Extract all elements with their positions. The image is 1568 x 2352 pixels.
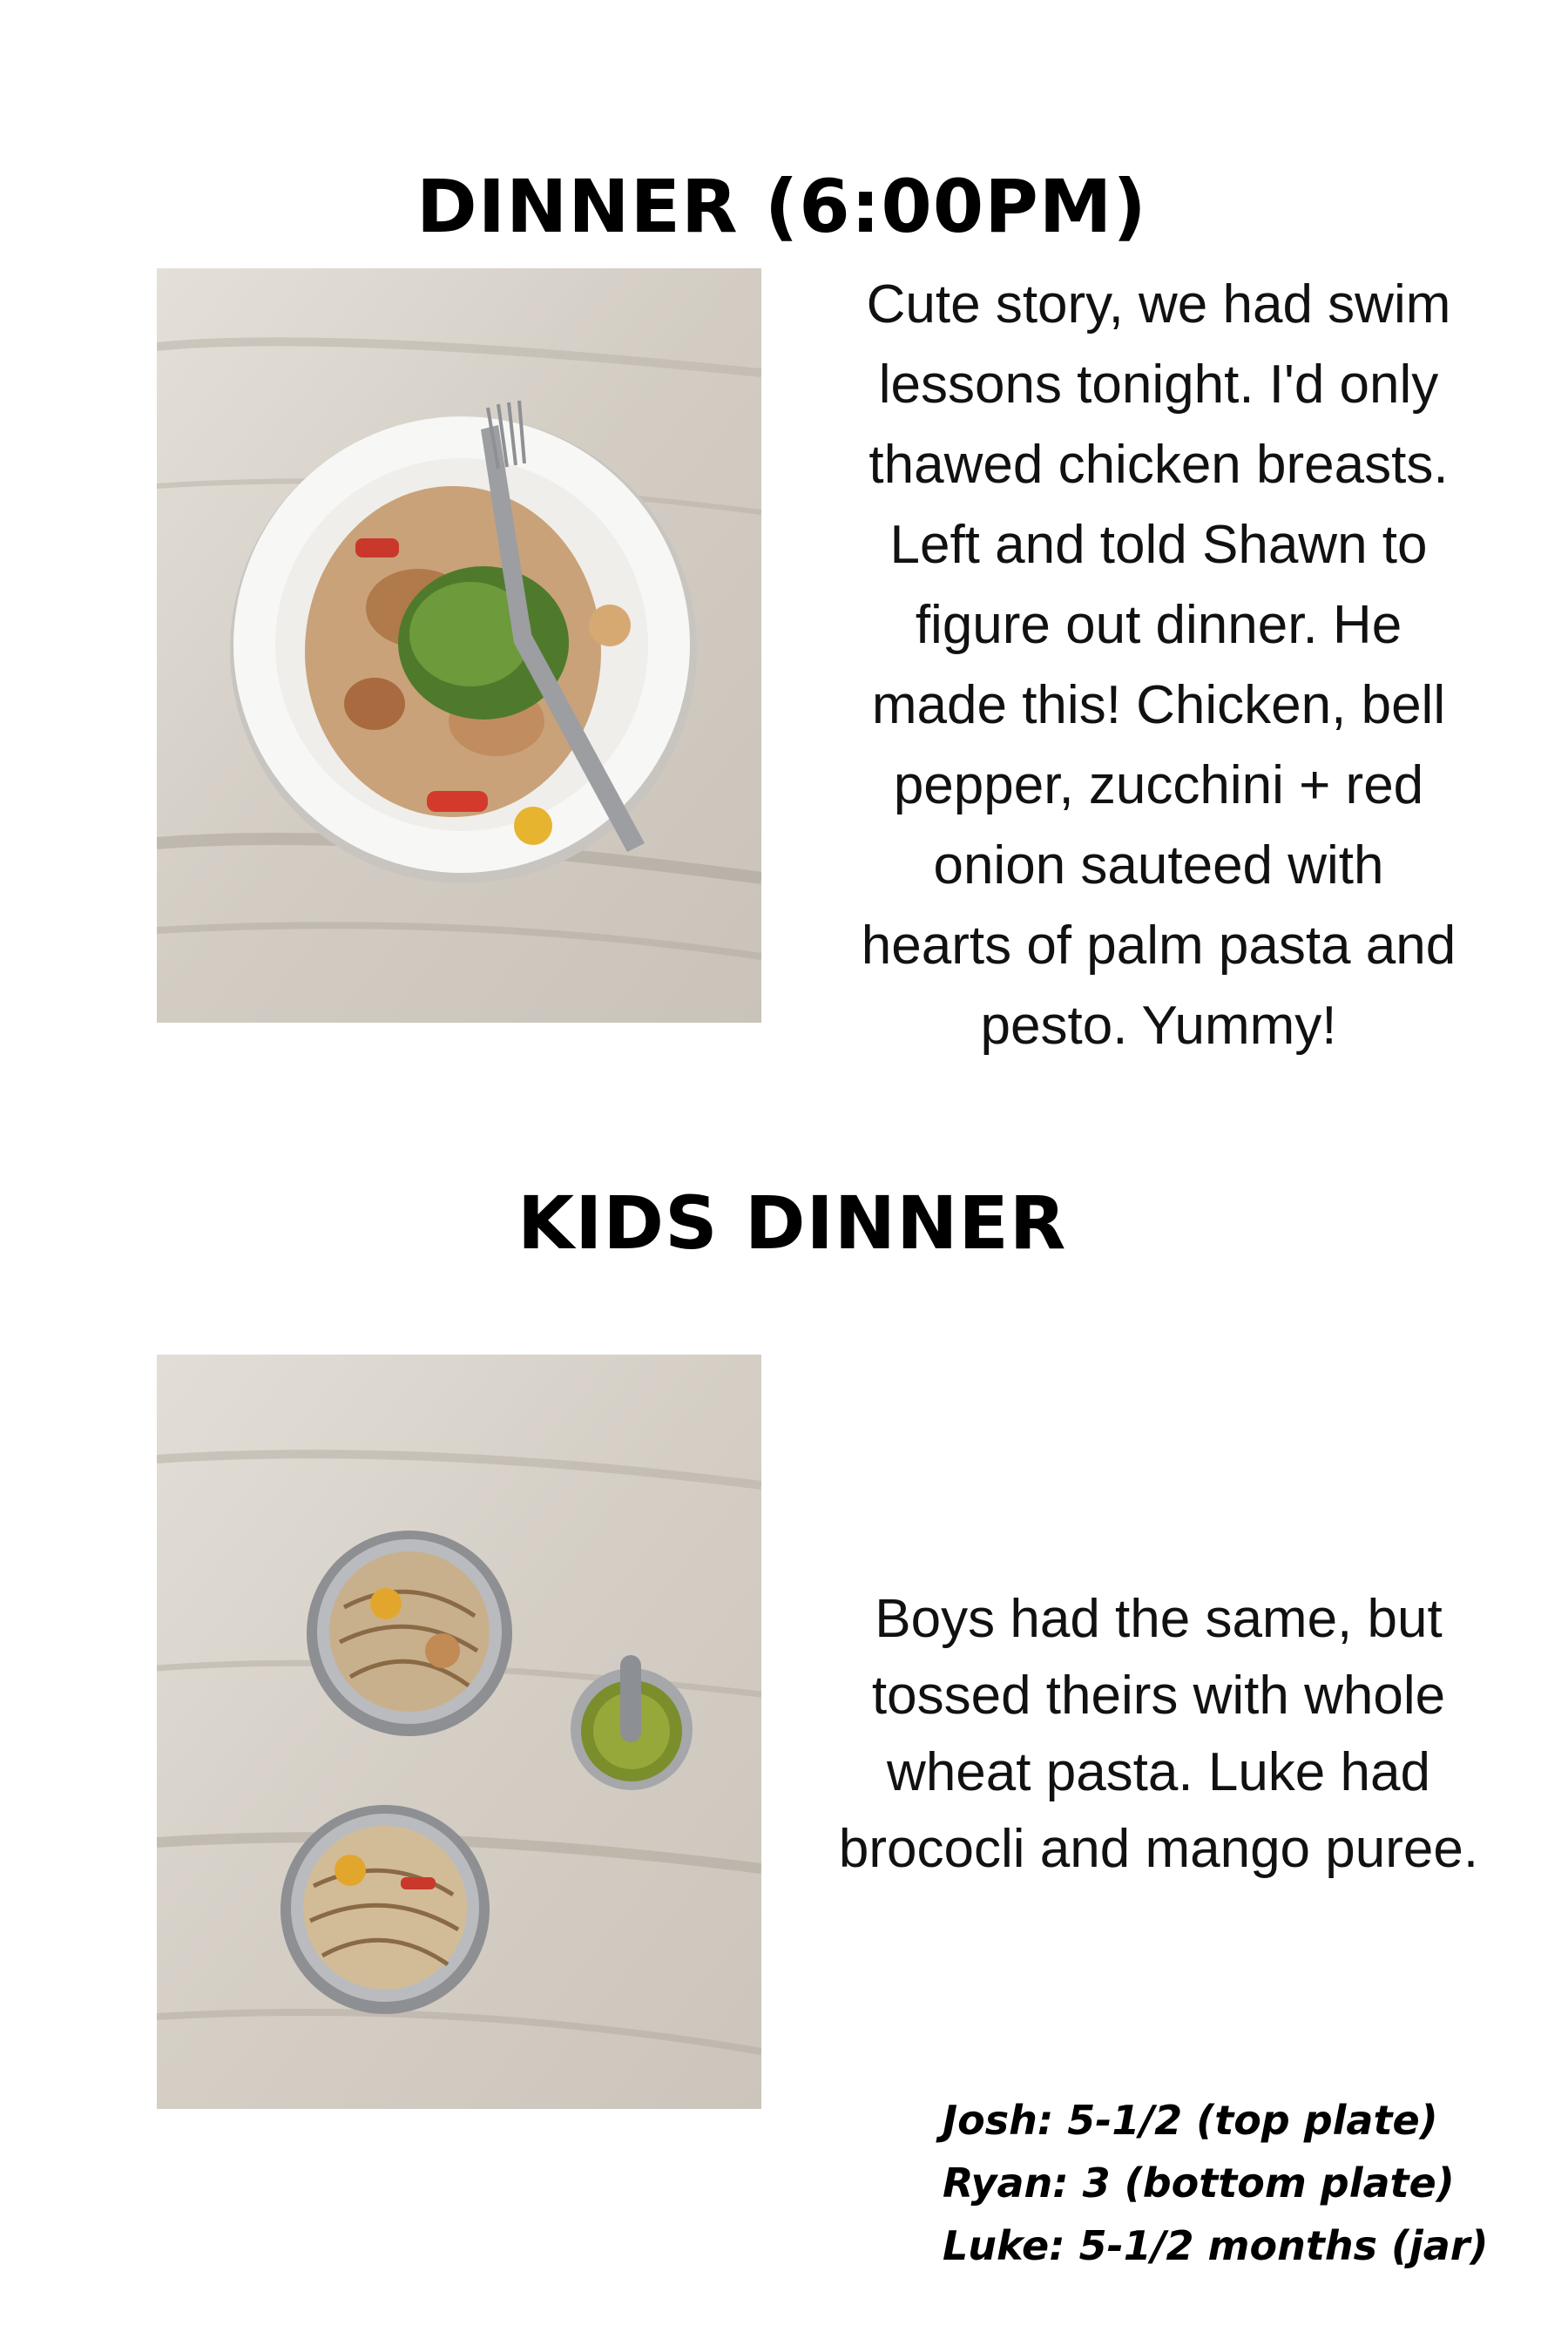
kids-line: wheat pasta. Luke had [887, 1742, 1430, 1802]
dinner-line: pepper, zucchini + red [893, 755, 1424, 815]
age-line-josh: Josh: 5-1/2 (top plate) [943, 2097, 1438, 2144]
dinner-line: onion sauteed with [933, 835, 1384, 896]
age-line-luke: Luke: 5-1/2 months (jar) [943, 2222, 1489, 2269]
dinner-line: pesto. Yummy! [980, 996, 1337, 1056]
dinner-plate-photo [157, 268, 761, 1023]
dinner-line: made this! Chicken, bell [871, 675, 1446, 735]
kids-line: Boys had the same, but [875, 1589, 1443, 1649]
dinner-line: lessons tonight. I'd only [878, 355, 1439, 415]
kids-ages-note [943, 2089, 1489, 2277]
kids-line: brococli and mango puree. [838, 1819, 1479, 1879]
dinner-line: hearts of palm pasta and [861, 916, 1456, 976]
age-line-ryan: Ryan: 3 (bottom plate) [943, 2159, 1455, 2207]
kids-line: tossed theirs with whole [871, 1666, 1446, 1726]
dinner-line: figure out dinner. He [915, 595, 1402, 655]
kids-dinner-description [784, 1581, 1533, 1888]
dinner-description [784, 265, 1533, 1066]
dinner-line: Left and told Shawn to [889, 515, 1428, 575]
dinner-heading: DINNER (6:00PM) [416, 164, 1147, 249]
kids-dinner-heading: KIDS DINNER [517, 1180, 1067, 1266]
dinner-line: Cute story, we had swim [866, 274, 1451, 335]
kids-dinner-photo [157, 1355, 761, 2109]
dinner-line: thawed chicken breasts. [868, 435, 1449, 495]
